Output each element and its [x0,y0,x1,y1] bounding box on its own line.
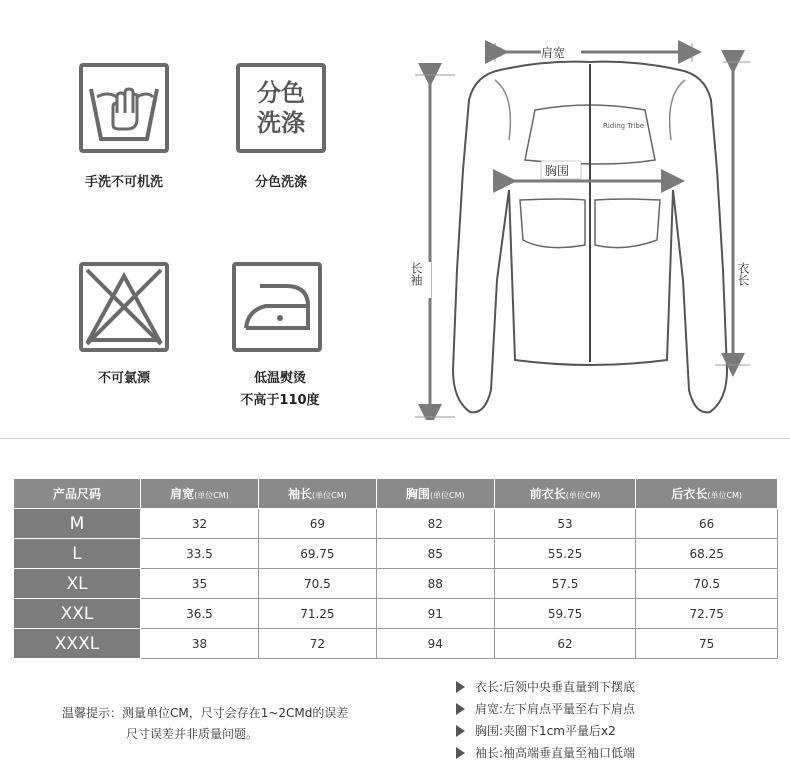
low-temp-iron-icon [232,262,322,352]
table-cell: 59.75 [494,599,636,629]
measurement-tip [62,703,348,745]
garment-diagram [405,40,775,420]
care-label-iron-line2: 不高于110度 [240,393,320,408]
table-cell: 33.5 [141,539,259,569]
triangle-bullet-icon [456,747,465,759]
size-cell: XXL [14,599,141,629]
size-cell: XL [14,569,141,599]
list-item: 胸围:夹圈下1cm平量后x2 [456,720,635,742]
table-cell: 57.5 [494,569,636,599]
table-cell: 38 [141,629,259,659]
table-cell: 71.25 [258,599,376,629]
tip-line-1: 温馨提示：测量单位CM，尺寸会存在1~2CMd的误差 [62,706,349,720]
wash-separately-icon [236,63,326,153]
table-cell: 35 [141,569,259,599]
header-chest: 胸围(单位CM) [376,479,494,509]
hand-wash-icon [79,63,169,153]
measurement-notes [456,676,635,764]
header-front-length: 前衣长(单位CM) [494,479,636,509]
table-row [14,569,778,599]
table-cell: 70.5 [258,569,376,599]
size-cell: L [14,539,141,569]
section-divider [0,438,790,439]
table-cell: 62 [494,629,636,659]
table-cell: 36.5 [141,599,259,629]
size-cell: M [14,509,141,539]
table-cell: 32 [141,509,259,539]
header-shoulder: 肩宽(单位CM) [141,479,259,509]
table-cell: 85 [376,539,494,569]
header-sleeve: 袖长(单位CM) [258,479,376,509]
care-label-no-bleach: 不可氯漂 [97,371,150,386]
header-size: 产品尺码 [14,479,141,509]
wash-separately-glyph-2: 洗涤 [257,109,305,137]
table-cell: 55.25 [494,539,636,569]
table-row [14,629,778,659]
care-label-hand-wash: 手洗不可机洗 [84,175,163,190]
brand-mark: Riding Tribe [603,122,645,130]
table-cell: 75 [636,629,778,659]
table-cell: 72.75 [636,599,778,629]
label-sleeve: 长袖 [409,262,423,286]
table-row [14,509,778,539]
table-row [14,599,778,629]
table-cell: 66 [636,509,778,539]
care-label-iron-line1: 低温熨烫 [253,371,306,386]
care-label-wash-separately: 分色洗涤 [254,175,307,190]
label-shoulder: 肩宽 [541,46,566,60]
size-table [13,478,778,659]
table-cell: 70.5 [636,569,778,599]
table-cell: 94 [376,629,494,659]
tip-line-2: 尺寸误差并非质量问题。 [126,727,259,741]
size-cell: XXXL [14,629,141,659]
triangle-bullet-icon [456,703,465,715]
list-item: 衣长:后领中央垂直量到下摆底 [456,676,635,698]
label-body-length: 衣长 [736,262,750,286]
list-item: 袖长:袖高端垂直量至袖口低端 [456,742,635,764]
label-chest: 胸围 [545,164,570,178]
wash-separately-glyph-1: 分色 [257,79,305,107]
table-cell: 68.25 [636,539,778,569]
table-cell: 69 [258,509,376,539]
table-cell: 91 [376,599,494,629]
triangle-bullet-icon [456,725,465,737]
no-bleach-icon [79,262,169,352]
header-back-length: 后衣长(单位CM) [636,479,778,509]
table-row [14,539,778,569]
table-cell: 82 [376,509,494,539]
table-cell: 88 [376,569,494,599]
triangle-bullet-icon [456,681,465,693]
list-item: 肩宽:左下肩点平量至右下肩点 [456,698,635,720]
table-cell: 69.75 [258,539,376,569]
table-cell: 72 [258,629,376,659]
care-label-low-temp-iron [210,368,350,412]
table-header-row [14,479,778,509]
table-cell: 53 [494,509,636,539]
